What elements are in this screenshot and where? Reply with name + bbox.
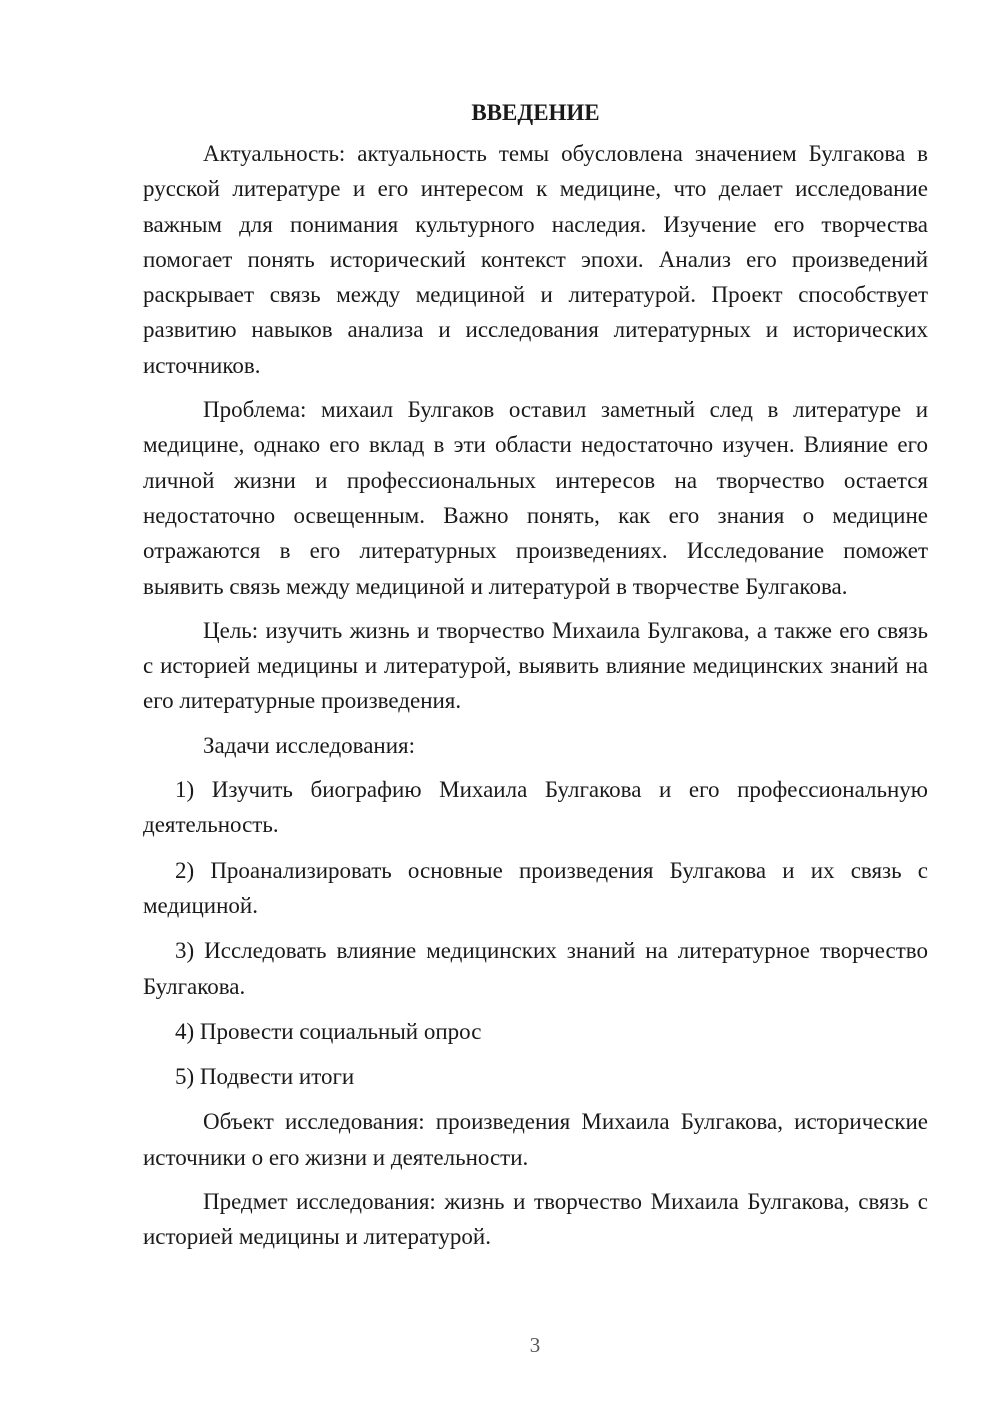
page-title: ВВЕДЕНИЕ	[471, 100, 600, 125]
task-item: 5) Подвести итоги	[175, 1064, 355, 1090]
problem-paragraph: Проблема: михаил Булгаков оставил заметный след в литературе и медицине, однако его вклад в эти области недостаточно изучен. Влияние его личной жизни и профессиональных интересов на творчество остается недостаточно освещенным. Важно понять, как его знания о медицине отражаются в его литературных произведениях. Исследование поможет выявить связь между медициной и литературой в творчестве Булгакова.	[143, 397, 928, 599]
relevance-paragraph: Актуальность: актуальность темы обусловлена значением Булгакова в русской литературе и его интересом к медицине, что делает исследование важным для понимания культурного наследия. Изучение его творчества помогает понять исторический контекст эпохи. Анализ его произведений раскрывает связь между медициной и литературой. Проект способствует развитию навыков анализа и исследования литературных и исторических источников.	[143, 141, 928, 378]
subject-paragraph: Предмет исследования: жизнь и творчество Михаила Булгакова, связь с историей медицины и литературой.	[143, 1189, 928, 1250]
tasks-heading: Задачи исследования:	[203, 732, 416, 758]
task-item: 1) Изучить биографию Михаила Булгакова и его профессиональную деятельность.	[143, 777, 928, 838]
task-item: 2) Проанализировать основные произведения Булгакова и их связь с медициной.	[143, 857, 928, 918]
page-content	[143, 95, 928, 1264]
object-paragraph: Объект исследования: произведения Михаила Булгакова, исторические источники о его жизни и деятельности.	[143, 1109, 928, 1170]
goal-paragraph: Цель: изучить жизнь и творчество Михаила Булгакова, а также его связь с историей медицины и литературой, выявить влияние медицинских знаний на его литературные произведения.	[143, 617, 928, 714]
page-number: 3	[529, 1333, 541, 1357]
task-item: 3) Исследовать влияние медицинских знаний на литературное творчество Булгакова.	[143, 938, 928, 999]
task-item: 4) Провести социальный опрос	[175, 1018, 482, 1044]
